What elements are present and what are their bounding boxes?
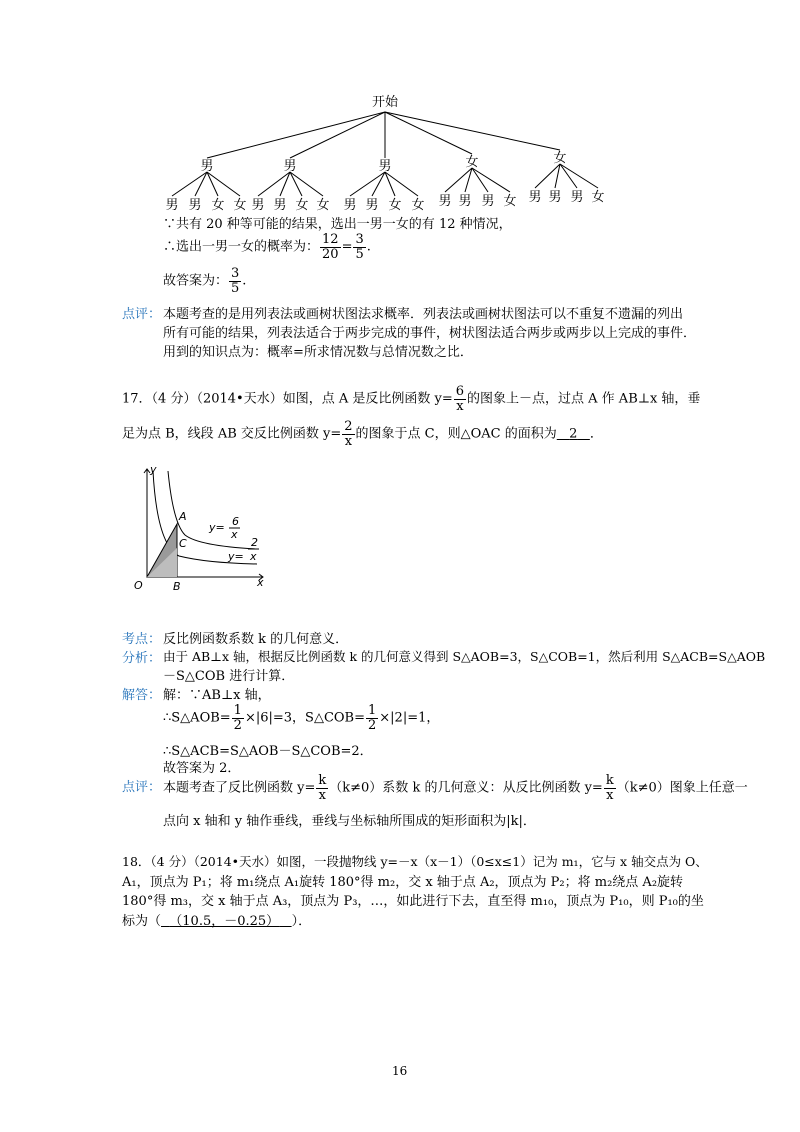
q17-fenxi-line: －S△COB 进行计算． — [163, 669, 295, 684]
q17-kaodian: 反比例函数系数 k 的几何意义． — [163, 632, 349, 647]
q17-hyperbola-graph — [117, 463, 267, 593]
fraction: $\frac{k}{x}$ — [318, 773, 327, 803]
tree-leaf: 男 — [570, 190, 584, 205]
svg-text:2: 2 — [251, 536, 258, 549]
tree-leaf: 女 — [211, 198, 225, 213]
tree-leaf: 男 — [438, 194, 452, 209]
q16-comment-line: 所有可能的结果，列表法适合于两步完成的事件，树状图法适合两步或两步以上完成的事件． — [163, 326, 697, 341]
tree-leaf: 男 — [481, 194, 495, 209]
tree-leaf: 女 — [316, 198, 330, 213]
q16-comment-line: 用到的知识点为：概率=所求情况数与总情况数之比． — [163, 345, 473, 360]
q16-solution-line1: ∵共有 20 种等可能的结果，选出一男一女的有 12 种情况， — [163, 217, 512, 232]
tree-leaf: 男 — [251, 198, 265, 213]
q18-stem-line: 18．（4 分）（2014•天水）如图，一段抛物线 y=－x（x－1）（0≤x≤1）记为 m₁，它与 x 轴交点为 O、 — [122, 854, 708, 869]
tree-leaf: 男 — [528, 190, 542, 205]
q17-stem-line1: 17．（4 分）（2014•天水）如图，点 A 是反比例函数 y= $\frac{6}{x}$ 的图象上－点，过点 A 作 AB⊥x 轴，垂 — [122, 384, 701, 414]
q16-comment-label: 点评： — [122, 307, 162, 322]
q17-jieda-line: 故答案为 2． — [163, 761, 241, 776]
tree-level1-node: 男 — [200, 159, 214, 174]
tree-root: 开始 — [371, 95, 399, 110]
tree-leaf: 女 — [503, 194, 517, 209]
graph-axis-y: y — [150, 463, 157, 476]
tree-leaf: 女 — [233, 198, 247, 213]
fraction: $\frac{3}{5}$ — [355, 232, 364, 262]
q17-dianping-line: 本题考查了反比例函数 y= $\frac{k}{x}$ （k≠0）系数 k 的几何意义：从反比例函数 y= $\frac{k}{x}$ （k≠0）图象上任意一 — [163, 773, 748, 803]
tree-leaf: 男 — [165, 198, 179, 213]
q17-kaodian-label: 考点： — [122, 632, 162, 647]
page-number: 16 — [392, 1064, 408, 1078]
graph-label-2x: y= — [228, 550, 244, 563]
graph-point-C: C — [179, 537, 187, 550]
tree-level1-node: 男 — [283, 159, 297, 174]
fraction: $\frac{k}{x}$ — [605, 773, 614, 803]
svg-text:6: 6 — [232, 515, 239, 528]
tree-leaf: 男 — [343, 198, 357, 213]
probability-tree-diagram — [150, 88, 630, 216]
q16-line2-text: ∴选出一男一女的概率为： — [163, 239, 320, 255]
tree-leaf: 男 — [458, 194, 472, 209]
q17-stem-line2: 足为点 B，线段 AB 交反比例函数 y= $\frac{2}{x}$ 的图象于点 C，则△OAC 的面积为 2 ． — [122, 419, 603, 449]
q17-dianping-label: 点评： — [122, 780, 162, 795]
q17-dianping-line: 点向 x 轴和 y 轴作垂线，垂线与坐标轴所围成的矩形面积为|k|． — [163, 814, 536, 829]
tree-leaf: 男 — [365, 198, 379, 213]
fraction: $\frac{2}{x}$ — [344, 419, 353, 449]
tree-leaf: 女 — [388, 198, 402, 213]
graph-origin: O — [134, 579, 143, 592]
q17-jieda-line: 解：∵AB⊥x 轴， — [163, 688, 271, 703]
q16-comment-line: 本题考查的是用列表法或画树状图法求概率．列表法或画树状图法可以不重复不遗漏的列出 — [163, 307, 684, 322]
q18-stem-line: 标为（ （10.5，－0.25） ）． — [122, 914, 312, 929]
q17-fenxi-label: 分析： — [122, 651, 162, 666]
q18-answer-blank: （10.5，－0.25） — [169, 914, 280, 929]
graph-label-6x: y= — [209, 521, 225, 534]
fraction: $\frac{1}{2}$ — [368, 703, 377, 733]
q18-stem-line: 180°得 m₃，交 x 轴于点 A₃，顶点为 P₃，…，如此进行下去，直至得 m₁₀，顶点为 P₁₀，则 P₁₀的坐 — [122, 894, 704, 909]
tree-leaf: 女 — [295, 198, 309, 213]
q17-fenxi-line: 由于 AB⊥x 轴，根据反比例函数 k 的几何意义得到 S△AOB=3，S△COB=1，然后利用 S△ACB=S△AOB — [163, 649, 766, 664]
tree-leaf: 女 — [591, 190, 605, 205]
q17-jieda-label: 解答： — [122, 688, 162, 703]
tree-leaf: 女 — [411, 198, 425, 213]
tree-level1-node: 女 — [553, 151, 567, 166]
q17-jieda-line: ∴S△ACB=S△AOB－S△COB=2． — [163, 744, 373, 759]
q16-answer: 故答案为： $\frac{3}{5}$ . — [163, 266, 247, 296]
tree-leaf: 男 — [188, 198, 202, 213]
tree-leaf: 男 — [273, 198, 287, 213]
q17-jieda-line: ∴S△AOB= $\frac{1}{2}$ ×|6|=3，S△COB= $\frac{1}{2}$ ×|2|=1， — [163, 703, 440, 733]
svg-text:x: x — [231, 528, 238, 541]
tree-level1-node: 男 — [378, 159, 392, 174]
tree-level1-node: 女 — [465, 155, 479, 170]
graph-axis-x: x — [257, 576, 264, 589]
fraction: $\frac{1}{2}$ — [233, 703, 242, 733]
svg-text:x: x — [250, 550, 257, 563]
q17-answer-blank: 2 — [569, 426, 578, 442]
graph-point-A: A — [179, 510, 187, 523]
fraction: $\frac{6}{x}$ — [455, 384, 465, 414]
q16-solution-line2: ∴选出一男一女的概率为： $\frac{12}{20}$ = $\frac{3}{5}$ . — [163, 232, 371, 262]
q18-stem-line: A₁，顶点为 P₁；将 m₁绕点 A₁旋转 180°得 m₂，交 x 轴于点 A₂，顶点为 P₂；将 m₂绕点 A₂旋转 — [122, 875, 684, 890]
tree-leaf: 男 — [548, 190, 562, 205]
graph-point-B: B — [173, 580, 181, 593]
fraction: $\frac{12}{20}$ — [322, 232, 339, 262]
fraction: $\frac{3}{5}$ — [231, 266, 240, 296]
